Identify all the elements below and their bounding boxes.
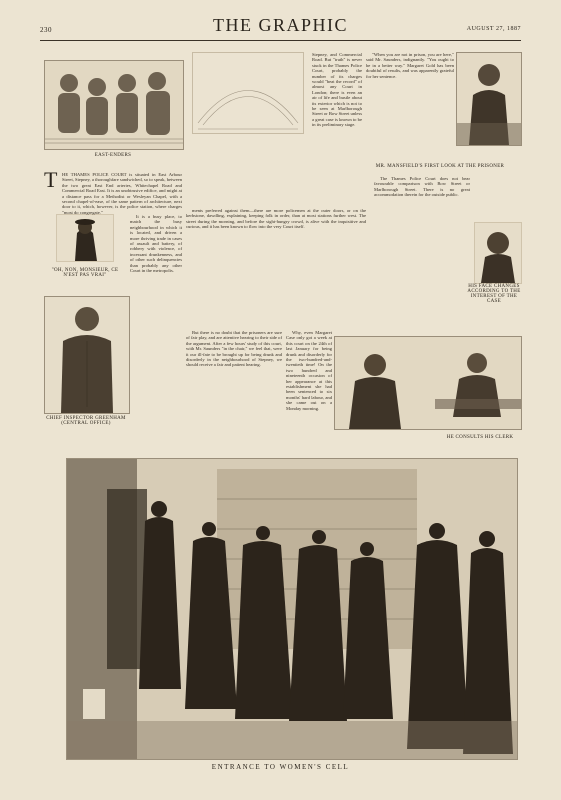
- caption-womens-cell: ENTRANCE TO WOMEN'S CELL: [211, 763, 350, 771]
- illustration-dock: [192, 52, 304, 134]
- article-column-lower-middle: [186, 330, 282, 454]
- article-paragraph: Stepney, and Commercial Road. But "truth" is never stuck in the Thames Police Court, probably the number of its charges would "beat the record" of almost any Court in London; there is even an air of life and bustle about its exterior which is not to be seen at Marlborough Street or Bow Street unless a great case is known to be in its preliminary stage.: [312, 52, 363, 128]
- publication-title: THE GRAPHIC: [212, 15, 348, 35]
- illustration-mr-mansfield: [456, 52, 522, 146]
- article-column-lower-right: [286, 330, 332, 454]
- article-paragraph: "When you are not in prison, you are here," said Mr. Saunders, indignantly. "You ought to be in a better way." Margaret Gold has been doubtful of results, and was apparently grateful for her sentence.: [366, 52, 454, 79]
- issue-date: AUGUST 27, 1887: [466, 26, 521, 32]
- caption-oh-non: "OH, NON, MONSIEUR, CE N'EST PAS VRAI": [51, 268, 119, 278]
- drop-capital: T: [44, 167, 58, 192]
- illustration-womens-cell: [66, 458, 518, 760]
- article-paragraph: HE THAMES POLICE COURT is situated in East Arbour Street, Stepney, a thoroughfare sandwiched, so to speak, between the two great East End arteries, Whitechapel Road and Commercial Road East. It is an unobtrusive edifice, and might at a distance pass for a Methodist or Wesleyan Chapel, with a second chapel-of-ease, of the same pattern of architecture, next door to it, which, however, is the police station, where charges "most do congregate.": [62, 172, 182, 215]
- article-lead: [62, 172, 182, 215]
- illustration-oh-non: [56, 214, 114, 262]
- article-paragraph: The Thames Police Court does not bear favourable comparison with Bow Street or Marlborough Street. There is no great accommodation therein for the outside public.: [374, 176, 470, 198]
- caption-face-changes: HIS FACE CHANGES ACCORDING TO THE INTEREST OF THE CASE: [467, 284, 521, 304]
- page-number: 230: [40, 26, 52, 34]
- header-rule: [40, 40, 521, 41]
- caption-east-enders: EAST-ENDERS: [94, 153, 132, 158]
- caption-chief-inspector: CHIEF INSPECTOR GREENHAM (CENTRAL OFFICE): [46, 416, 126, 426]
- article-paragraph: It is a busy place, to match the busy neighbourhood in which it is located, and driven a more thriving trade in cases of assault and battery, of robbery with violence, of incessant drunkenness, and of other such delinquencies than probably any other Court in the metropolis.: [130, 214, 182, 274]
- masthead: [40, 14, 521, 42]
- article-column-mid-top: [312, 52, 362, 208]
- article-column-middle: [186, 208, 366, 328]
- article-paragraph: Why, even Margaret Case only got a week at this court on the 24th of last January for being drunk and disorderly for the two-hundred-and-twentieth time! On the two hundred and nineteenth occasion of her appearance at this establishment she had been sentenced to six months' hard labour, and she came out on a Monday morning.: [286, 330, 332, 411]
- article-paragraph: But there is no doubt that the prisoners are sure of fair play, and are attentive hearing to their side of the argument. After a few hours' study of this court, with Mr. Saunders "in the chair," we feel that, were it our ill-fate to be brought up for being drunk and disorderly in the neighbourhood of Stepney, we should receive a fair and patient hearing.: [186, 330, 282, 368]
- illustration-face-changes: [474, 222, 522, 284]
- illustration-chief-inspector: [44, 296, 130, 414]
- illustration-east-enders: [44, 60, 184, 150]
- caption-consults-clerk: HE CONSULTS HIS CLERK: [446, 435, 514, 440]
- caption-mr-mansfield: MR. MANSFIELD'S FIRST LOOK AT THE PRISONER: [375, 164, 505, 169]
- illustration-consults-clerk: [334, 336, 522, 430]
- article-column-right-top: [366, 52, 454, 162]
- article-paragraph: ments preferred against them—there are more policemen at the outer doors, or on the kerbstone, dawdling, explaining, keeping folk in order, than at most stations further west. The street during the morning, and before the sight-hungry crowd, is alive with the inquisitive and curious, and it has been known to flow into the very Court itself.: [186, 208, 366, 230]
- article-column-right: [374, 176, 470, 336]
- article-column-left: [130, 214, 182, 458]
